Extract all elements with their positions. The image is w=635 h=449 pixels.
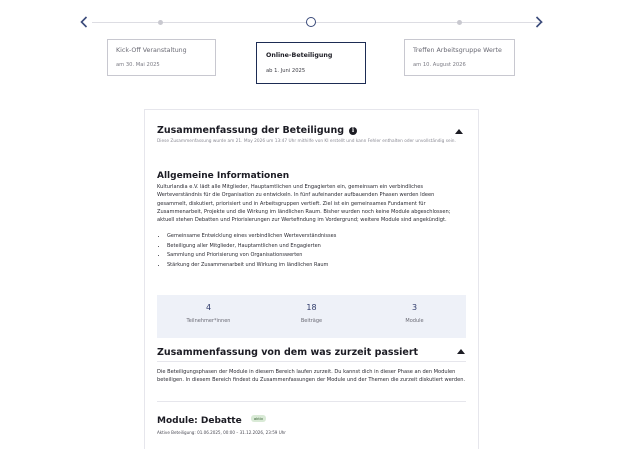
list-item: • Gemeinsame Entwicklung eines verbindlichen Werteverständnisses <box>167 232 466 242</box>
chevron-left-icon <box>80 16 88 28</box>
current-header <box>157 347 457 358</box>
phase-card-arbeitsgruppe[interactable] <box>404 39 515 76</box>
phase-title: Treffen Arbeitsgruppe Werte <box>413 47 502 54</box>
timeline-next-button[interactable] <box>532 14 546 30</box>
collapse-summary-icon[interactable] <box>455 129 463 134</box>
stat-contributions <box>260 295 363 338</box>
current-title: Zusammenfassung von dem was zurzeit passiert <box>157 347 419 358</box>
current-text: Die Beteiligungsphasen der Module in diesem Bereich laufen zurzeit. Du kannst dich in dieser Phase an den Modulen beteiligen. In diesem Bereich findest du Zusammenfassungen der Module und der Themen die zurzeit diskutiert werden. <box>157 369 466 384</box>
list-item: • Sammlung und Priorisierung von Organisationswerten <box>167 251 466 261</box>
stat-participants <box>157 295 260 338</box>
timeline-dot-online[interactable] <box>306 17 316 27</box>
list-item: • Beteiligung aller Mitglieder, Hauptamtlichen und Engagierten <box>167 242 466 252</box>
list-item: • Stärkung der Zusammenarbeit und Wirkung im ländlichen Raum <box>167 261 466 271</box>
module-period: Aktive Beteiligung: 01.06.2025, 00:00 – 31.12.2026, 23:59 Uhr <box>157 430 286 435</box>
module-title: Module: Debatte <box>157 416 242 426</box>
stat-value: 4 <box>205 303 212 312</box>
phase-title: Kick-Off Veranstaltung <box>116 47 187 54</box>
phase-card-kickoff[interactable] <box>107 39 216 76</box>
phase-date: am 30. Mai 2025 <box>116 62 160 68</box>
timeline-dot-kickoff[interactable] <box>158 20 163 25</box>
stat-label: Beiträge <box>300 318 323 324</box>
stat-label: Module <box>405 318 424 324</box>
stats-panel <box>157 295 466 338</box>
general-info-text: Kulturlandia e.V. lädt alle Mitglieder, Hauptamtlichen und Engagierten ein, gemeinsam ein verbindliches Werteverständnis für die Organisation zu entwickeln. In fünf aufeinander aufbauenden Phasen werden Ideen gesammelt, diskutiert, priorisiert und in Arbeitsgruppen vertieft. Ziel ist ein gemeinsames Fundament für Zusammenarbeit, Projekte und die Wirkung im ländlichen Raum. Bisher wurden noch keine Module abgeschlossen; aktuell stehen Debatten und Priorisierungen zur Wertefindung im Vordergrund; weitere Module sind angekündigt. <box>157 184 451 223</box>
ai-disclaimer: Diese Zusammenfassung wurde am 21. May 2026 um 13:47 Uhr mithilfe von KI erstellt und kann Fehler enthalten oder unvollständig sein. <box>157 139 456 144</box>
collapse-current-icon[interactable] <box>457 349 465 354</box>
summary-header <box>157 125 457 146</box>
key-points-list <box>157 232 466 270</box>
divider <box>157 401 466 402</box>
phase-date: ab 1. Juni 2025 <box>266 68 306 74</box>
info-icon[interactable]: i <box>349 127 357 135</box>
phase-timeline <box>0 0 635 90</box>
summary-title: Zusammenfassung der Beteiligung <box>157 125 345 136</box>
summary-card <box>144 109 479 449</box>
general-info-heading: Allgemeine Informationen <box>157 171 290 181</box>
stat-value: 3 <box>411 303 418 312</box>
stat-modules <box>363 295 466 338</box>
timeline-dot-arbeitsgruppe[interactable] <box>457 20 462 25</box>
stat-value: 18 <box>306 303 317 312</box>
status-badge: aktiv <box>251 415 266 422</box>
stat-label: Teilnehmer*innen <box>186 318 231 324</box>
phase-date: am 10. August 2026 <box>413 62 466 68</box>
module-debatte[interactable] <box>157 408 466 435</box>
phase-title: Online-Beteiligung <box>266 52 333 59</box>
general-info-section <box>157 171 466 271</box>
timeline-prev-button[interactable] <box>77 14 91 30</box>
phase-card-online[interactable] <box>256 42 366 84</box>
divider <box>157 361 466 362</box>
chevron-right-icon <box>535 16 543 28</box>
